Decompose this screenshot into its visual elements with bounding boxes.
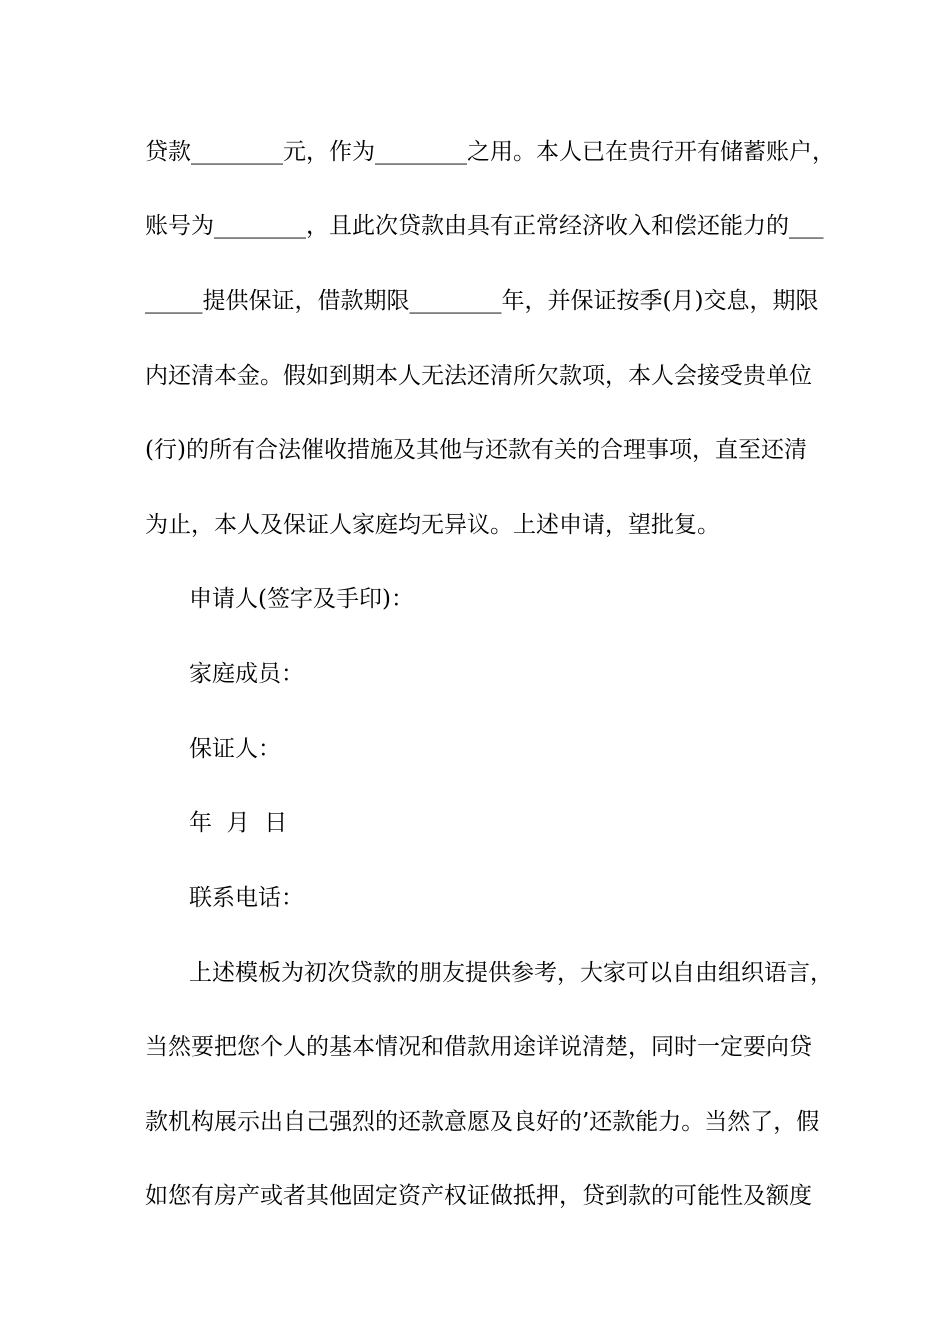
applicant-signature-label: 申请人(签字及手印)： [189, 586, 414, 612]
guarantor-label: 保证人： [189, 736, 281, 762]
paragraph-line: _____提供保证，借款期限________年，并保证按季(月)交息，期限 [145, 288, 819, 314]
date-label: 年 月 日 [189, 810, 288, 836]
paragraph-line: 内还清本金。假如到期本人无法还清所欠款项，本人会接受贵单位 [145, 363, 812, 389]
paragraph-line: 账号为________，且此次贷款由具有正常经济收入和偿还能力的___ [145, 213, 824, 239]
paragraph-line: 当然要把您个人的基本情况和借款用途详说清楚，同时一定要向贷 [145, 1034, 812, 1060]
paragraph-line: 为止，本人及保证人家庭均无异议。上述申请，望批复。 [145, 512, 720, 538]
paragraph-line: 款机构展示出自己强烈的还款意愿及良好的’还款能力。当然了，假 [145, 1109, 820, 1135]
paragraph-line: 如您有房产或者其他固定资产权证做抵押，贷到款的可能性及额度 [145, 1183, 812, 1209]
paragraph-line: (行)的所有合法催收措施及其他与还款有关的合理事项，直至还清 [145, 437, 807, 463]
family-members-label: 家庭成员： [189, 661, 304, 687]
paragraph-line: 上述模板为初次贷款的朋友提供参考，大家可以自由组织语言， [189, 960, 833, 986]
paragraph-line: 贷款________元，作为________之用。本人已在贵行开有储蓄账户， [145, 139, 835, 165]
contact-phone-label: 联系电话： [189, 885, 304, 911]
